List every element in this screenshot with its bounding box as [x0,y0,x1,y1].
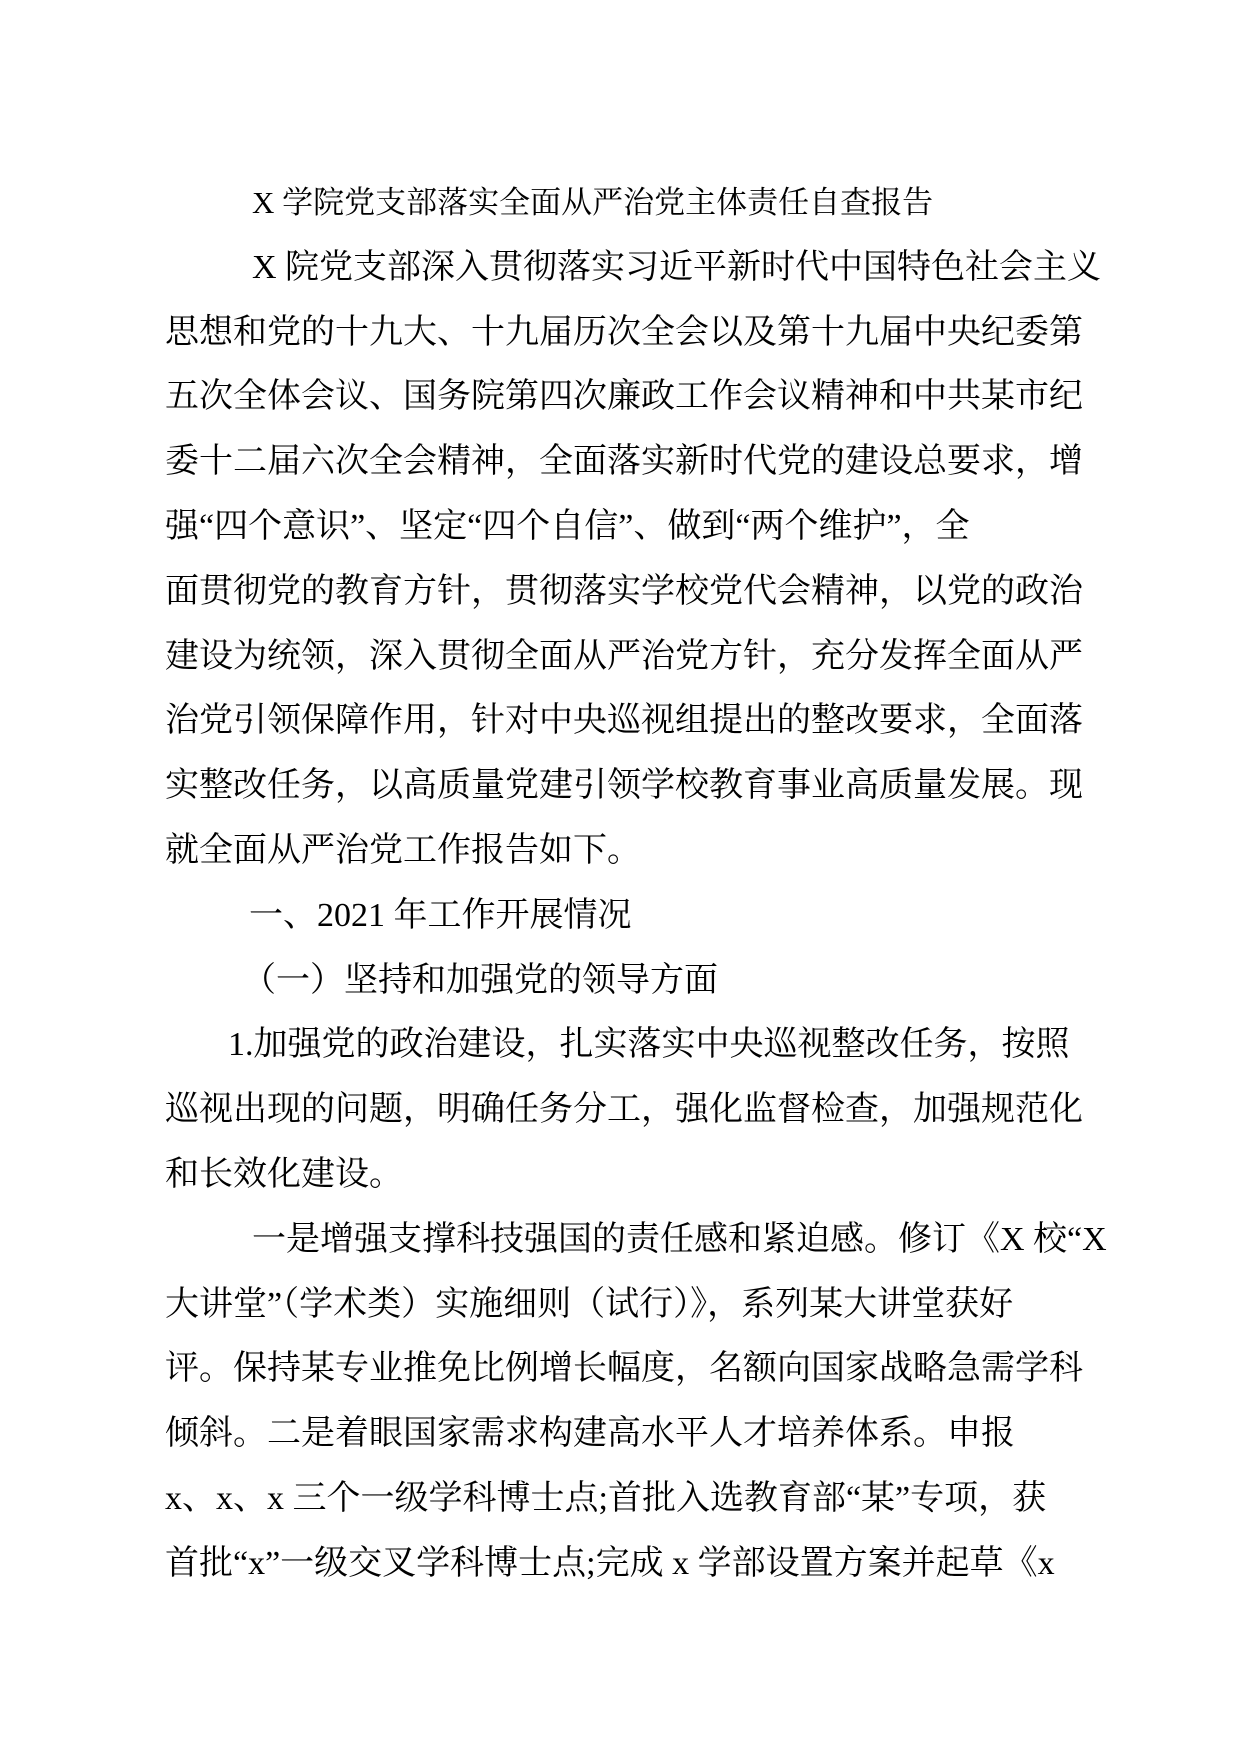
text-line: 建设为统领，深入贯彻全面从严治党方针，充分发挥全面从严 [165,637,1083,675]
text-line: 评。保持某专业推免比例增长幅度，名额向国家战略急需学科 [165,1350,1083,1388]
text-line: 强“四个意识”、坚定“四个自信”、做到“两个维护”，全 [165,507,970,545]
text-line: 1.加强党的政治建设，扎实落实中央巡视整改任务，按照 [228,1026,1070,1064]
text-line: 委十二届六次全会精神，全面落实新时代党的建设总要求，增 [165,443,1083,481]
text-line: X 院党支部深入贯彻落实习近平新时代中国特色社会主义 [252,248,1102,286]
text-line: x、x、x 三个一级学科博士点;首批入选教育部“某”专项，获 [165,1479,1047,1517]
document-title-line: X 学院党支部落实全面从严治党主体责任自查报告 [252,185,934,220]
text-line: 倾斜。二是着眼国家需求构建高水平人才培养体系。申报 [165,1415,1015,1453]
text-line: 和长效化建设。 [165,1155,403,1193]
text-line: 面贯彻党的教育方针，贯彻落实学校党代会精神，以党的政治 [165,572,1083,610]
text-line: 思想和党的十九大、十九届历次全会以及第十九届中央纪委第 [165,313,1083,351]
text-line: 就全面从严治党工作报告如下。 [165,831,641,869]
text-line: 实整改任务，以高质量党建引领学校教育事业高质量发展。现 [165,767,1083,805]
document-content [165,171,1107,1597]
section-heading-line: （一）坚持和加强党的领导方面 [242,961,718,999]
text-line: 大讲堂”（学术类）实施细则（试行）》，系列某大讲堂获好 [165,1285,1014,1323]
text-line: 五次全体会议、国务院第四次廉政工作会议精神和中共某市纪 [165,378,1083,416]
text-line: 首批“x”一级交叉学科博士点;完成 x 学部设置方案并起草《x [165,1544,1055,1582]
section-heading-line: 一、2021 年工作开展情况 [249,896,632,934]
text-line: 一是增强支撑科技强国的责任感和紧迫感。修订《X 校“X [252,1220,1107,1258]
text-line: 巡视出现的问题，明确任务分工，强化监督检查，加强规范化 [165,1091,1083,1129]
text-line: 治党引领保障作用，针对中央巡视组提出的整改要求，全面落 [165,702,1083,740]
